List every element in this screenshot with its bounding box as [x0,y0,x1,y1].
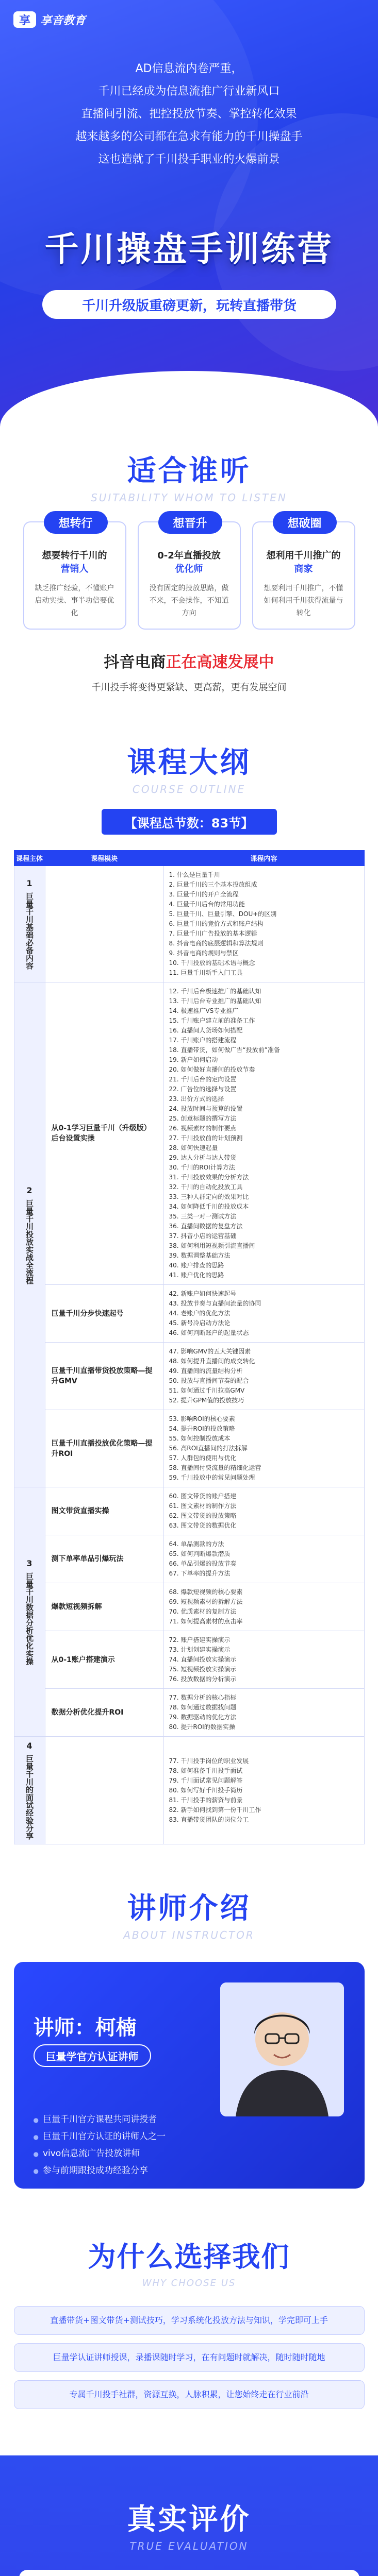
lesson-item: 76. 投放数据的分析演示 [169,1675,237,1683]
lesson-item: 51. 如何通过千川拉高GMV [169,1387,245,1394]
lessons-cell [163,1343,364,1410]
lesson-item: 39. 数据调整基础方法 [169,1252,231,1259]
lesson-item: 37. 抖音小店的运营基础 [169,1232,237,1240]
table-row [14,1535,364,1583]
module-cell [45,866,163,982]
lesson-item: 62. 图文带货的投放策略 [169,1512,237,1519]
hero-title: 千川操盘手训练营 [44,229,334,269]
stage-cell [14,866,45,982]
lesson-item: 72. 账户搭建实操演示 [169,1636,231,1643]
table-row [14,1583,364,1631]
audience-who: 想要转行千川的 [42,550,107,561]
lesson-item: 25. 创意标题的撰写方法 [169,1115,237,1122]
table-row [14,866,364,982]
table-row [14,1689,364,1737]
lesson-item: 14. 极速推广VS专业推广 [169,1007,239,1014]
section-title: 适合谁听 [127,454,251,488]
lesson-item: 9. 抖音电商的规则与禁区 [169,950,239,957]
table-row [14,1631,364,1689]
lessons-cell [163,982,364,1285]
instructor-bullet: ● 巨量千川官方认证的讲师人之一 [34,2128,166,2145]
audience-who: 想利用千川推广的 [266,550,341,561]
column-header: 课程模块 [45,851,163,866]
intro-line: AD信息流内卷严重， [135,62,243,75]
lesson-item: 55. 如何控制投放成本 [169,1435,231,1442]
audience-tag: 想转行 [44,511,108,534]
industry-line: 千川投手将变得更紧缺、更高薪，更有发展空间 [91,682,287,693]
lesson-item: 78. 如何准备千川投手面试 [169,1767,243,1774]
table-header-row [14,851,364,866]
lesson-item: 7. 巨量千川广告投放的基本逻辑 [169,930,257,937]
instructor-badge: 巨量学官方认证讲师 [34,2044,151,2067]
lesson-item: 56. 高ROI直播间的打法拆解 [169,1445,248,1452]
intro-line: 越来越多的公司都在急求有能力的千川操盘手 [75,130,303,143]
stage-name: 巨量千川投放实战全流程 [25,1199,34,1284]
lesson-item: 34. 如何降低千川的投放成本 [169,1203,249,1210]
lesson-item: 42. 新账户如何快速起号 [169,1290,237,1297]
module-cell: 巨量千川直播投放优化策略—提升ROI [45,1410,163,1487]
banner-prefix: 抖音电商 [104,653,166,671]
lesson-item: 71. 如何提高素材的点击率 [169,1618,243,1625]
lesson-item: 33. 三种人群定向的效果对比 [169,1193,249,1200]
lesson-item: 59. 千川投放中的常见问题处理 [169,1474,255,1481]
lesson-item: 1. 什么是巨量千川 [169,871,220,878]
why-item: 巨量学认证讲师授课，录播课随时学习，在有问题时就解决，随时随时随地 [14,2343,365,2372]
stage-name: 巨量千川的面试经验分享 [25,1755,34,1840]
lesson-item: 69. 短视频素材的拆解方法 [169,1598,243,1605]
lesson-item: 63. 图文带货的数据优化 [169,1522,237,1529]
lesson-item: 28. 如何快速起量 [169,1144,218,1151]
lessons-cell [163,1410,364,1487]
lesson-item: 27. 千川投放前的计划预测 [169,1134,243,1142]
lesson-item: 16. 直播间人货场如何搭配 [169,1027,243,1034]
lesson-item: 67. 下单率的提升方法 [169,1570,231,1577]
audience-role: 优化师 [175,564,203,574]
section-title: 为什么选择我们 [88,2241,290,2273]
course-header [0,740,378,795]
lesson-item: 35. 三类一对一测试方法 [169,1213,237,1220]
reviews-header [0,2497,378,2552]
stage-number: 2 [26,1185,32,1195]
stage-number: 1 [26,878,32,888]
audience-card [138,517,241,630]
lesson-item: 54. 提升ROI的投放策略 [169,1425,235,1432]
lesson-item: 17. 千川账户的搭建流程 [169,1037,237,1044]
module-cell: 爆款短视频拆解 [45,1583,163,1631]
lesson-item: 46. 如何判断账户的起量状态 [169,1329,249,1336]
instructor-bullets [34,2111,166,2179]
lesson-item: 44. 老账户的优化方法 [169,1310,231,1317]
lesson-item: 83. 直播带货团队的岗位分工 [169,1816,249,1823]
lesson-item: 36. 直播间数据的复盘方法 [169,1223,243,1230]
brand-logo[interactable] [13,11,86,28]
instructor-photo [220,1982,344,2116]
table-row [14,1487,364,1535]
table-row [14,1737,364,1844]
stage-cell [14,1487,45,1737]
lesson-item: 58. 直播间付费流量的精细化运营 [169,1464,261,1471]
table-row [14,982,364,1285]
lesson-item: 2. 巨量千川的三个基本投放组成 [169,881,257,888]
lesson-item: 8. 抖音电商的底层逻辑和算法规则 [169,940,264,947]
hero-intro [0,58,378,171]
logo-mark-icon: 享 [13,11,36,28]
lessons-cell [163,1631,364,1689]
lesson-item: 79. 千川面试常见问题解答 [169,1776,243,1784]
section-subtitle-en: ABOUT INSTRUCTOR [123,1929,255,1941]
lesson-item: 53. 影响ROI的核心要素 [169,1415,235,1422]
lessons-cell [163,1535,364,1583]
module-cell: 数据分析优化提升ROI [45,1689,163,1737]
suitability-section [0,438,378,693]
hero-banner [0,0,378,438]
lessons-cell [163,1285,364,1343]
audience-desc: 想要利用千川推广，不懂如何利用千川获得流量与转化 [264,584,343,617]
stage-number: 4 [26,1741,32,1751]
lesson-item: 26. 视频素材的制作要点 [169,1125,237,1132]
lessons-cell [163,866,364,982]
hero-subtitle-pill: 千川升级版重磅更新，玩转直播带货 [42,290,336,319]
module-cell: 图文带货直播实操 [45,1487,163,1535]
lesson-item: 6. 巨量千川的竞价方式和账户结构 [169,920,264,927]
audience-who: 0-2年直播投放 [157,550,221,561]
lesson-item: 68. 爆款短视频的核心要素 [169,1588,243,1596]
industry-banner [0,649,378,672]
audience-role: 营销人 [60,564,89,574]
table-row [14,1410,364,1487]
module-cell: 巨量千川直播带货投放策略—提升GMV [45,1343,163,1410]
lesson-item: 78. 如何通过数据找问题 [169,1704,237,1711]
section-subtitle-en: SUITABILITY WHOM TO LISTEN [91,492,287,504]
audience-card [252,517,355,630]
lesson-item: 61. 图文素材的制作方法 [169,1502,237,1510]
suitability-header [0,448,378,504]
module-cell [45,1737,163,1844]
lesson-item: 12. 千川后台极速推广的基础认知 [169,988,261,995]
lesson-item: 74. 直播间投放实操演示 [169,1656,237,1663]
lesson-item: 10. 千川投放的基础术语与概念 [169,959,255,967]
lesson-item: 81. 千川投手的薪资与前景 [169,1796,243,1804]
lesson-item: 18. 直播带货，如何做广告“投放前”准备 [169,1046,280,1054]
audience-role: 商家 [294,564,313,574]
course-section [0,693,378,1844]
table-row [14,1343,364,1410]
lessons-cell [163,1583,364,1631]
lesson-item: 52. 提升GPM值的投放技巧 [169,1397,244,1404]
stage-cell [14,1737,45,1844]
lesson-item: 21. 千川后台的定向设置 [169,1076,237,1083]
lesson-item: 41. 账户优化的思路 [169,1272,224,1279]
why-item: 专属千川投手社群，资源互换，人脉积累，让您始终走在行业前沿 [14,2380,365,2409]
why-item: 直播带货+图文带货+测试技巧，学习系统化投放方法与知识，学完即可上手 [14,2306,365,2335]
review-card [19,2570,359,2576]
lesson-item: 64. 单品测款的方法 [169,1540,224,1548]
module-cell: 巨量千川分步快速起号 [45,1285,163,1343]
intro-line: 这也造就了千川投手职业的火爆前景 [98,153,280,166]
course-table-body [14,866,364,1844]
audience-tag: 想破圈 [273,511,337,534]
lesson-item: 82. 新手如何找到第一份千川工作 [169,1806,261,1814]
instructor-portrait-illustration [220,1982,344,2116]
section-title: 真实评价 [127,2503,251,2536]
column-header: 课程主体 [14,851,45,866]
lesson-item: 30. 千川的ROI计算方法 [169,1164,235,1171]
lesson-item: 80. 如何写好千川投手简历 [169,1786,243,1794]
lesson-item: 3. 巨量千川的开户全流程 [169,891,239,898]
lesson-item: 60. 图文带货的账户搭建 [169,1493,237,1500]
lesson-item: 11. 巨量千川新手入门工具 [169,969,243,976]
lesson-item: 49. 直播间的流量结构分析 [169,1367,243,1375]
lesson-item: 13. 千川后台专业推广的基础认知 [169,997,261,1005]
instructor-bullet: ● 巨量千川官方课程共同讲授者 [34,2111,166,2128]
banner-highlight: 正在高速发展中 [166,653,274,671]
logo-text: 享音教育 [40,14,86,27]
lesson-item: 23. 出价方式的选择 [169,1095,224,1103]
instructor-bullet: ● vivo信息流广告投放讲师 [34,2145,166,2162]
lesson-item: 24. 投放时间与预算的设置 [169,1105,243,1112]
module-cell: 从0-1账户搭建演示 [45,1631,163,1689]
lesson-item: 66. 单品引爆的投放节奏 [169,1560,237,1567]
intro-line: 千川已经成为信息流推广行业新风口 [98,85,280,98]
instructor-bullet: ● 参与前期跟投成功经验分享 [34,2162,166,2179]
stage-name: 巨量千川基础必备内容 [25,892,34,970]
section-subtitle-en: COURSE OUTLINE [132,783,246,795]
intro-line: 直播间引流、把控投放节奏、掌控转化效果 [81,108,297,121]
lesson-item: 57. 人群包的使用与优化 [169,1454,237,1462]
section-title: 课程大纲 [127,746,251,779]
why-section [0,2189,378,2409]
lesson-item: 40. 账户排查的思路 [169,1262,224,1269]
lesson-item: 75. 短视频投放实操演示 [169,1666,237,1673]
why-list [14,2306,365,2409]
lesson-item: 43. 投放节奏与直播间流量的协同 [169,1300,261,1307]
lesson-item: 22. 广告位的选择与设置 [169,1086,237,1093]
stage-name: 巨量千川数据分析优化实操 [25,1572,34,1665]
audience-desc: 没有固定的投放思路，做不来，不会操作，不知道方向 [149,584,229,617]
module-cell: 从0-1学习巨量千川（升级版）后台设置实操 [45,982,163,1285]
lesson-item: 50. 投放与直播间节奏的配合 [169,1377,249,1384]
instructor-name: 讲师：柯楠 [33,2016,137,2040]
lesson-item: 38. 如何利用短视频引流直播间 [169,1242,255,1249]
lesson-item: 65. 如何判断爆款潜质 [169,1550,231,1557]
module-cell: 测下单率单品引爆玩法 [45,1535,163,1583]
lesson-item: 31. 千川投放效果的分析方法 [169,1174,249,1181]
lesson-item: 80. 提升ROI的数据实操 [169,1723,235,1731]
course-outline-table [14,850,365,1844]
lesson-item: 48. 如何提升直播间的成交转化 [169,1358,255,1365]
section-title: 讲师介绍 [127,1892,251,1925]
stage-cell [14,982,45,1487]
table-row [14,1285,364,1343]
lesson-item: 15. 千川账户建立前的准备工作 [169,1017,255,1024]
instructor-section [0,1844,378,2189]
lesson-item: 5. 巨量千川、巨量引擎、DOU+的区别 [169,910,277,918]
lesson-item: 77. 千川投手岗位的职业发展 [169,1757,249,1765]
lesson-item: 45. 新号冷启动方法论 [169,1319,231,1327]
course-count-badge: 【课程总节数：83节】 [102,809,277,835]
lesson-item: 77. 数据分析的核心指标 [169,1694,237,1701]
audience-tag: 想晋升 [158,511,222,534]
lesson-item: 29. 达人分析与达人带货 [169,1154,237,1161]
lessons-cell [163,1737,364,1844]
column-header: 课程内容 [163,851,364,866]
lessons-cell [163,1487,364,1535]
lesson-item: 47. 影响GMV的五大关键因素 [169,1348,251,1355]
lesson-item: 32. 千川的自动化投放工具 [169,1183,243,1191]
lesson-item: 73. 计划创建实操演示 [169,1646,231,1653]
section-subtitle-en: WHY CHOOSE US [142,2278,236,2289]
lesson-item: 79. 数据驱动的优化方法 [169,1714,237,1721]
section-subtitle-en: TRUE EVALUATION [129,2540,249,2552]
lesson-item: 20. 如何做好直播间的投放节奏 [169,1066,255,1073]
audience-desc: 缺乏推广经验，不懂账户启动实操、事半功倍要优化 [35,584,114,617]
reviews-section [0,2455,378,2576]
instructor-card [14,1962,365,2189]
lesson-item: 70. 优质素材的复制方法 [169,1608,237,1615]
audience-card [23,517,126,630]
stage-number: 3 [26,1558,32,1568]
lesson-item: 4. 巨量千川后台的常用功能 [169,901,245,908]
hero-wave-divider [0,371,378,438]
lessons-cell [163,1689,364,1737]
instructor-header [0,1886,378,1941]
suitability-cards [0,517,378,630]
lesson-item: 19. 新户如何启动 [169,1056,218,1063]
